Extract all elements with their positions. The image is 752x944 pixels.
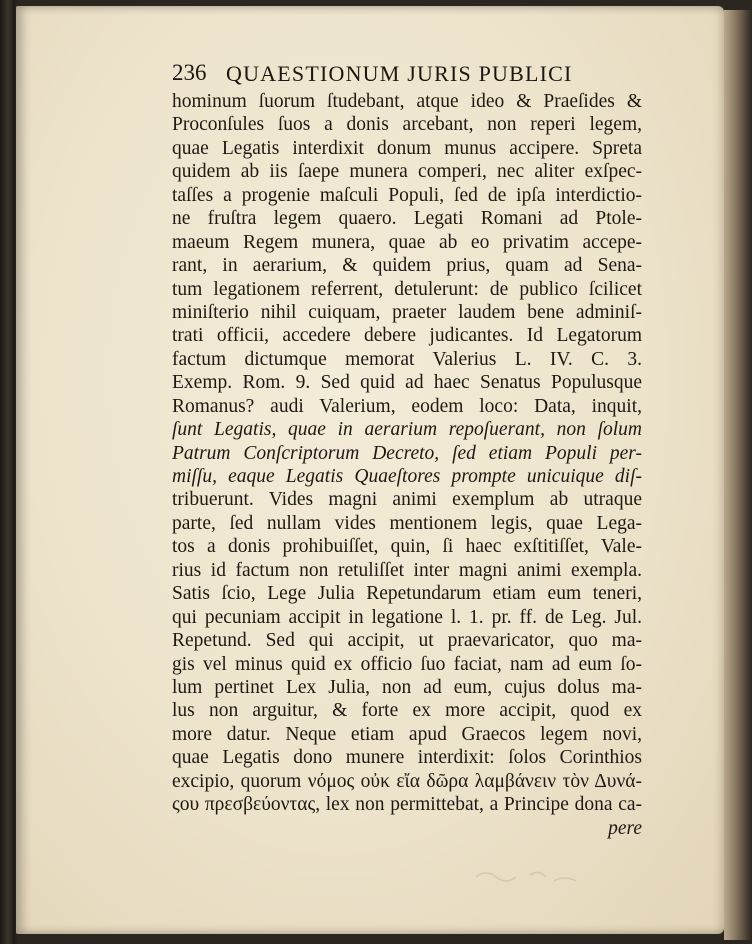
text-line: ne fruſtra legem quaero. Legati Romani ad Ptole- — [172, 208, 642, 230]
text-line: tos a donis prohibuiſſet, quin, ſi haec exſtitiſſet, Vale- — [172, 536, 642, 558]
text-line: ſunt Legatis, quae in aerarium repoſuerant, non ſolum — [172, 419, 642, 441]
text-line: Romanus? audi Valerium, eodem loco: Data, inquit, — [172, 395, 642, 417]
text-line: factum dictumque memorat Valerius L. IV. C. 3. — [172, 348, 642, 370]
running-title: QUAESTIONUM JURIS PUBLICI — [226, 61, 573, 86]
text-line: rius id factum non retuliſſet inter magni animi exempla. — [172, 559, 642, 581]
text-line: parte, ſed nullam vides mentionem legis, quae Lega- — [172, 512, 642, 534]
text-line: qui pecuniam accipit in legatione l. 1. pr. ff. de Leg. Jul. — [172, 606, 642, 628]
text-line: hominum ſuorum ſtudebant, atque ideo & Praeſides & — [172, 91, 642, 112]
text-line: tribuerunt. Vides magni animi exemplum ab utraque — [172, 489, 642, 511]
text-line: Satis ſcio, Lege Julia Repetundarum etiam eum teneri, — [172, 583, 642, 605]
text-line: tum legationem referrent, detulerunt: de publico ſcilicet — [172, 278, 642, 300]
text-line: quae Legatis dono munere interdixit: ſolos Corinthios — [172, 747, 642, 769]
text-line: Exemp. Rom. 9. Sed quid ad haec Senatus Populusque — [172, 372, 642, 394]
body-text — [172, 90, 642, 840]
text-line: excipio, quorum νόμος οὐκ εἴα δῶρα λαμβάνειν τὸν Δυνά- — [172, 770, 642, 792]
text-line: lum pertinet Lex Julia, non ad eum, cujus dolus ma- — [172, 676, 642, 698]
text-line: miſſu, eaque Legatis Quaeſtores prompte unicuique diſ- — [172, 466, 642, 487]
catchword: pere — [608, 817, 642, 839]
text-line: lus non arguitur, & forte ex more accipit, quod ex — [172, 700, 642, 722]
bleed-through-marks — [470, 855, 590, 895]
text-line: taſſes a progenie maſculi Populi, ſed de ipſa interdictio- — [172, 184, 642, 206]
text-line: quae Legatis interdixit donum munus accipere. Spreta — [172, 137, 642, 159]
text-line: gis vel minus quid ex officio ſuo faciat, nam ad eum ſo- — [172, 653, 642, 675]
text-line: more datur. Neque etiam apud Graecos legem novi, — [172, 723, 642, 745]
text-line: quidem ab iis ſaepe munera comperi, nec aliter exſpec- — [172, 161, 642, 183]
text-line: ςου πρεσβεύοντας, lex non permittebat, a Principe dona ca- — [172, 794, 642, 816]
page-number: 236 — [172, 60, 207, 85]
text-line: Patrum Conſcriptorum Decreto, ſed etiam Populi per- — [172, 442, 642, 464]
page-header — [172, 58, 642, 90]
text-line: maeum Regem munera, quae ab eo privatim accepe- — [172, 231, 642, 253]
text-line: trati officii, accedere debere judicantes. Id Legatorum — [172, 325, 642, 347]
text-line: Repetund. Sed qui accipit, ut praevaricator, quo ma- — [172, 630, 642, 652]
text-line: miniſterio nihil cuiquam, praeter laudem bene adminiſ- — [172, 301, 642, 323]
text-line: rant, in aerarium, & quidem prius, quam ad Sena- — [172, 255, 642, 277]
text-line: Proconſules ſuos a donis arcebant, non reperi legem, — [172, 114, 642, 136]
book-edge — [724, 10, 752, 940]
